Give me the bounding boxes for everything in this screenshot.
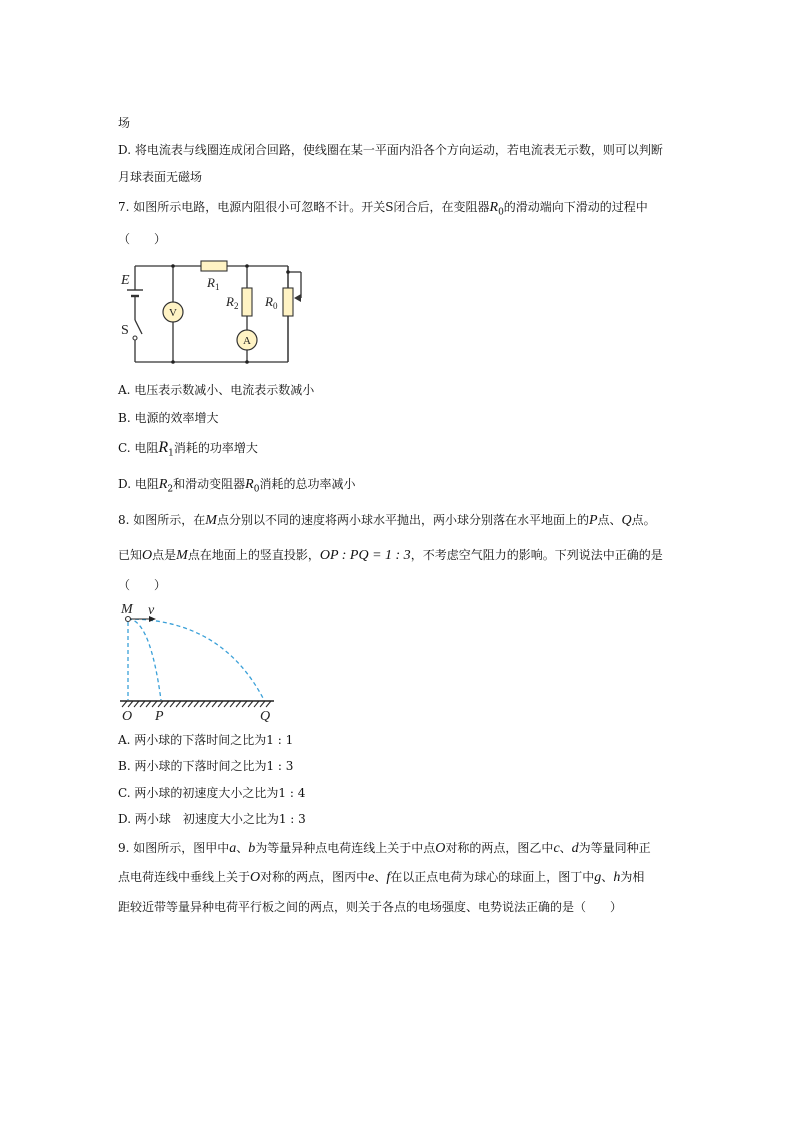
label-m: M — [121, 602, 133, 617]
q7-option-a: A. 电压表示数减小、电流表示数减小 — [118, 383, 315, 397]
rheostat-slider-arrow — [294, 294, 301, 302]
label-p: P — [155, 709, 164, 724]
circuit-diagram — [115, 254, 335, 372]
switch-pivot — [133, 336, 137, 340]
q6-option-d-line2: 月球表面无磁场 — [118, 170, 203, 184]
r0-subscript: 0 — [272, 301, 278, 311]
q7-option-b: B. 电源的效率增大 — [118, 411, 219, 425]
q8-stem-line1: 8. 如图所示，在M点分别以不同的速度将两小球水平抛出，两小球分别落在水平地面上的P点、Q点。 — [118, 513, 656, 528]
label-v: v — [148, 603, 155, 618]
q7-option-d: D. 电阻$R_2$和滑动变阻器$R_0$消耗的总功率减小 — [118, 477, 356, 495]
resistor-r2 — [242, 288, 252, 316]
q6-option-d-line1: D. 将电流表与线圈连成闭合回路，使线圈在某一平面内沿各个方向运动，若电流表无示数，则可以判断 — [118, 143, 663, 157]
label-o: O — [122, 709, 133, 724]
svg-text:R1 — [206, 275, 219, 292]
r1-label: R — [207, 275, 215, 290]
q8-answer-paren: （ ） — [118, 578, 167, 592]
trajectory-to-q — [128, 619, 264, 700]
q8-stem-line2: 已知O点是M点在地面上的竖直投影，OP : PQ = 1 : 3，不考虑空气阻力的影响。下列说法中正确的是 — [118, 548, 663, 563]
q8-option-b: B. 两小球的下落时间之比为1 : 3 — [118, 759, 294, 773]
q8-option-a: A. 两小球的下落时间之比为1 : 1 — [118, 733, 294, 747]
trajectory-to-p — [128, 619, 161, 700]
q9-stem-line3: 距较近带等量异种电荷平行板之间的两点，则关于各点的电场强度、电势说法正确的是（ ） — [118, 900, 623, 914]
q7-stem: 7. 如图所示电路，电源内阻很小可忽略不计。开关S闭合后，在变阻器$R_0$的滑动端向下滑动的过程中 — [118, 200, 648, 218]
q9-stem-line1: 9. 如图所示，图甲中a、b为等量异种点电荷连线上关于中点O对称的两点，图乙中c、d为等量同种正 — [118, 841, 651, 856]
voltmeter-label: V — [169, 307, 177, 319]
projectile-diagram — [112, 598, 292, 724]
r2-subscript: 2 — [233, 301, 239, 311]
q6-continuation: 场 — [118, 116, 131, 130]
point-m — [126, 617, 131, 622]
switch-lever — [135, 320, 142, 334]
rheostat-r0 — [283, 288, 293, 316]
q8-option-c: C. 两小球的初速度大小之比为1 : 4 — [118, 786, 306, 800]
r1-subscript: 1 — [214, 282, 220, 292]
q7-option-c: C. 电阻$R_1$消耗的功率增大 — [118, 439, 258, 459]
q8-option-d: D. 两小球 初速度大小之比为1 : 3 — [118, 812, 306, 826]
ammeter-label: A — [243, 335, 251, 347]
resistor-r1 — [201, 261, 227, 271]
svg-text:R2 — [225, 294, 238, 311]
switch-label: S — [121, 323, 129, 338]
q7-answer-paren: （ ） — [118, 232, 167, 246]
label-q: Q — [260, 709, 271, 724]
r0-label: R — [265, 294, 273, 309]
svg-text:R0 — [264, 294, 278, 311]
r2-label: R — [226, 294, 234, 309]
q9-stem-line2: 点电荷连线中垂线上关于O对称的两点，图丙中e、f在以正点电荷为球心的球面上，图丁中g、h为相 — [118, 870, 645, 885]
emf-label: E — [121, 273, 130, 288]
